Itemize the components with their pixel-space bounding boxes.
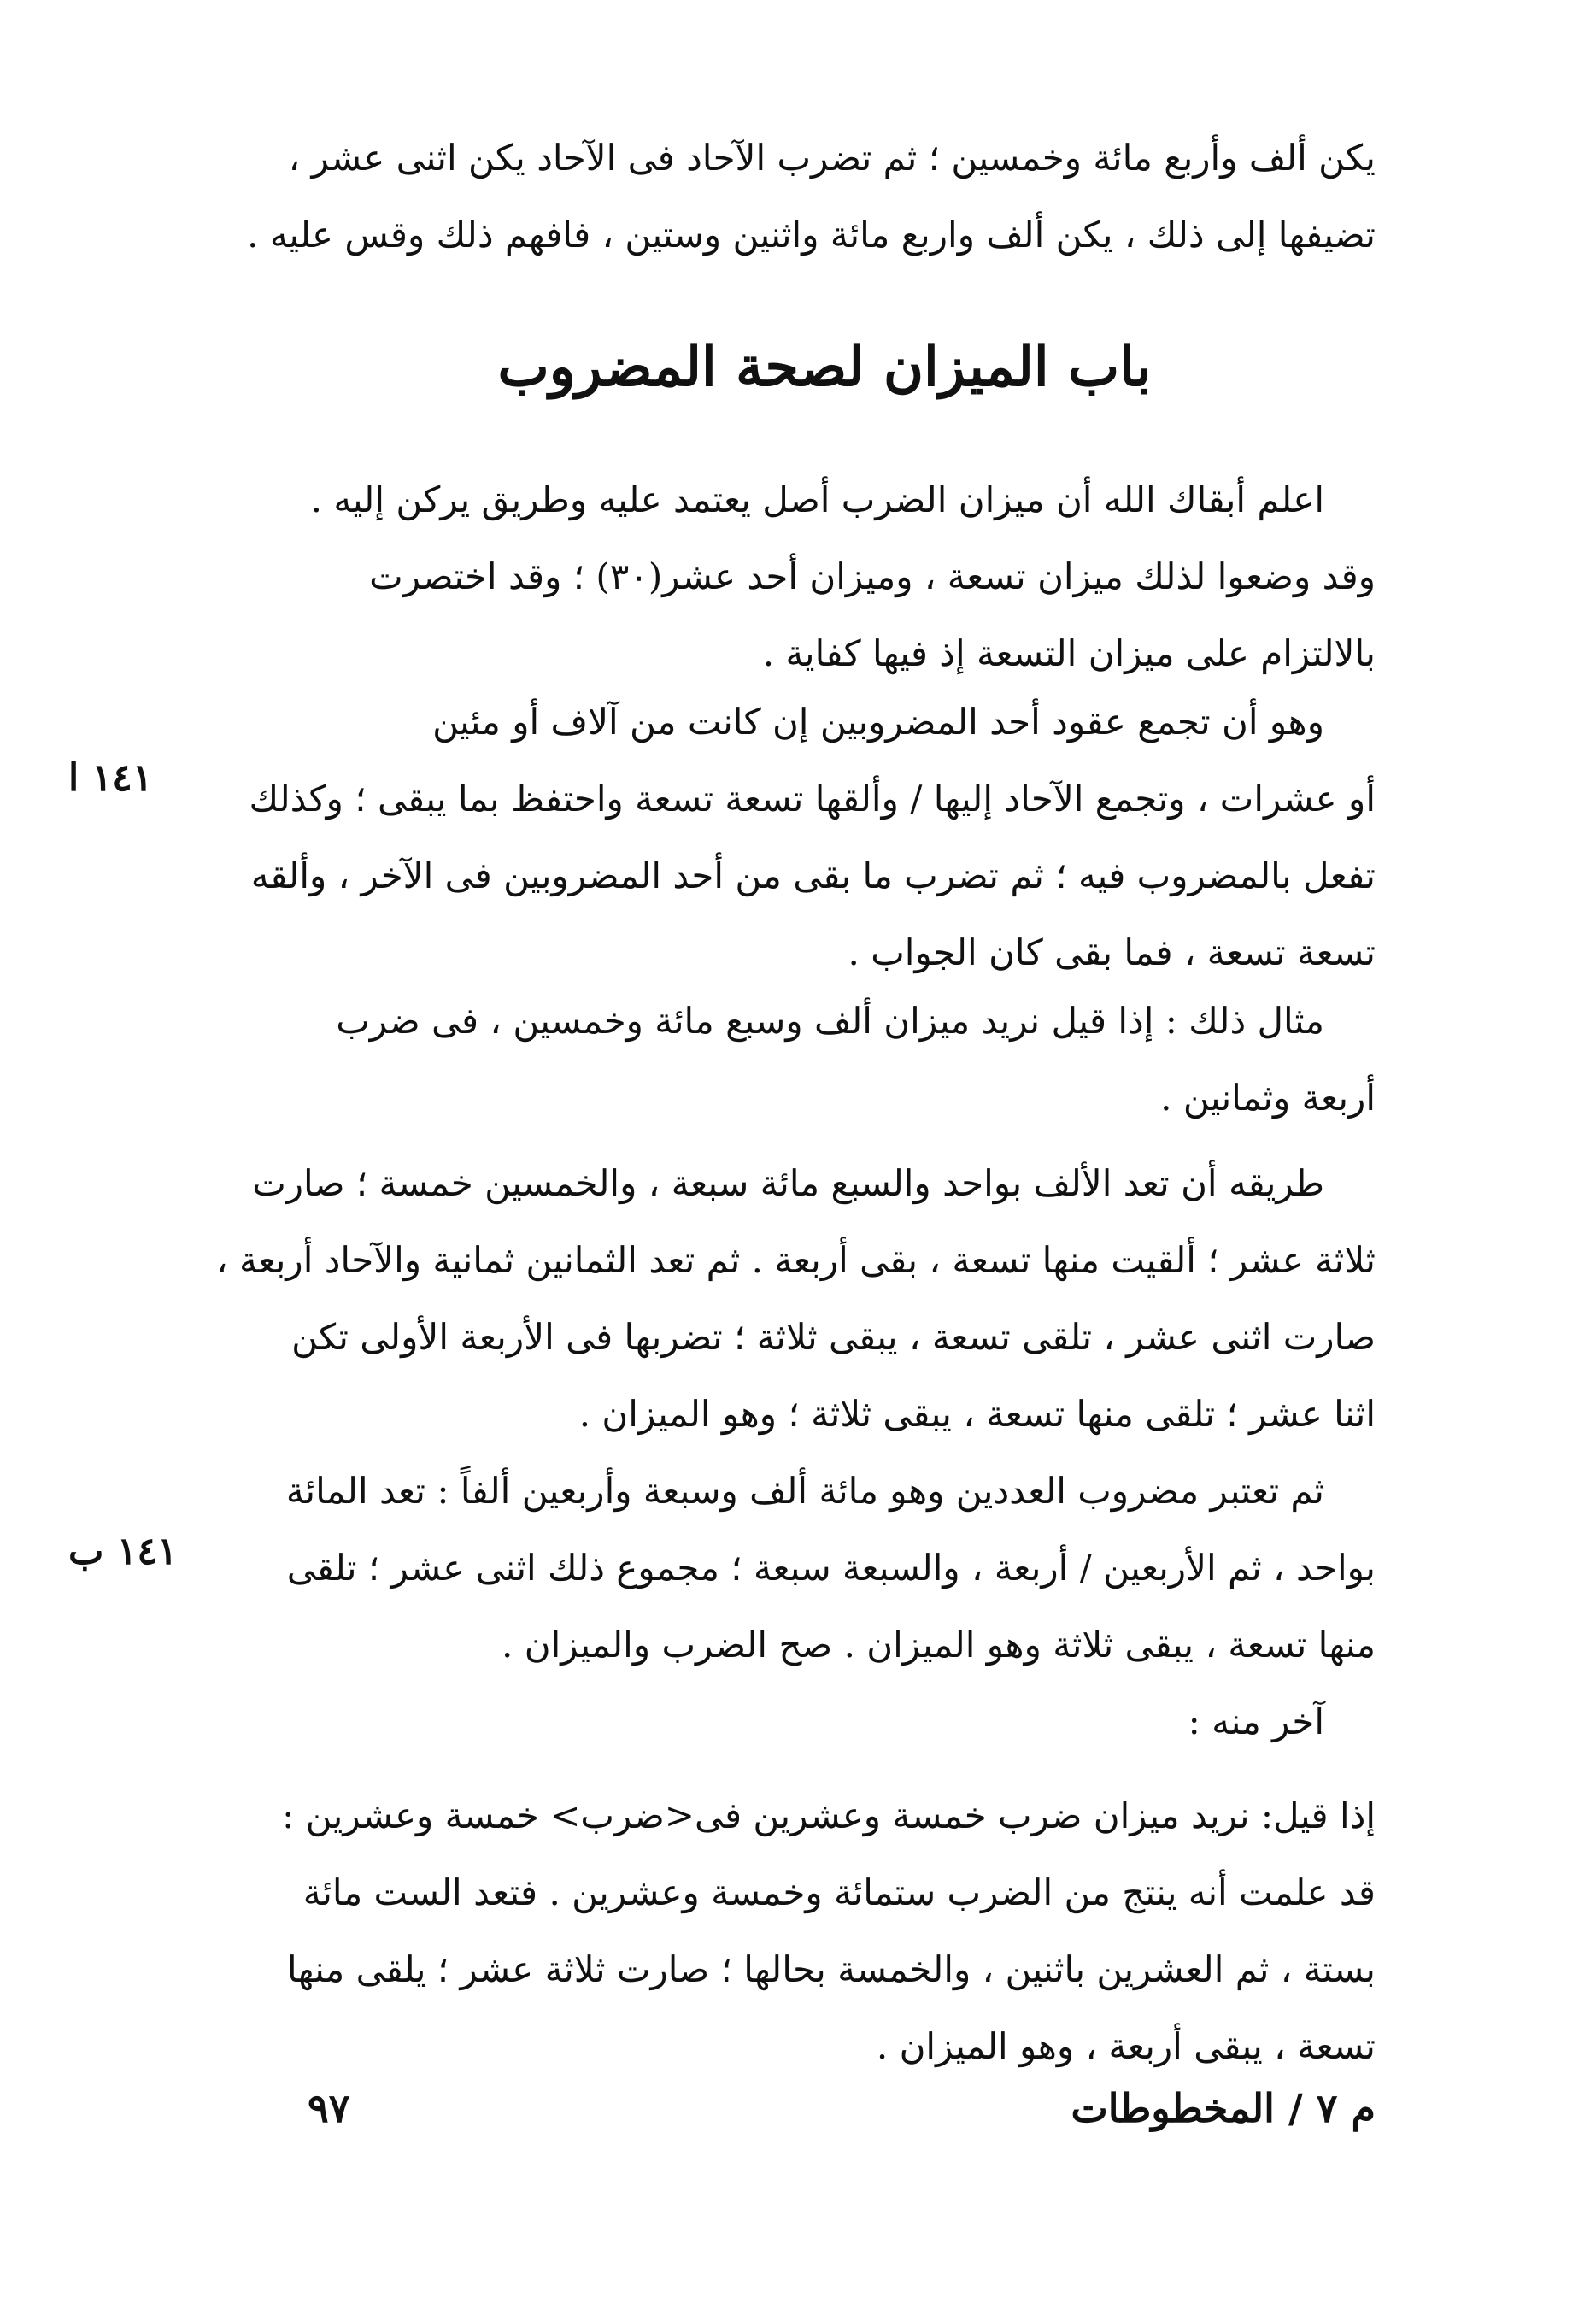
top-paragraph <box>247 120 1376 273</box>
text-line: مثال ذلك : إذا قيل نريد ميزان ألف وسبع مائة وخمسين ، فى ضرب <box>336 1000 1324 1042</box>
text-line: آخر منه : <box>1188 1701 1324 1742</box>
text-line: بواحد ، ثم الأربعين / أربعة ، والسبعة سبعة ؛ مجموع ذلك اثنى عشر ؛ تلقى <box>286 1547 1376 1589</box>
text-line: يكن ألف وأربع مائة وخمسين ؛ ثم تضرب الآحاد فى الآحاد يكن اثنى عشر ، <box>288 137 1376 179</box>
text-line: صارت اثنى عشر ، تلقى تسعة ، يبقى ثلاثة ؛ تضربها فى الأربعة الأولى تكن <box>291 1316 1376 1358</box>
text-line: بستة ، ثم العشرين باثنين ، والخمسة بحالها ؛ صارت ثلاثة عشر ؛ يلقى منها <box>286 1948 1376 1990</box>
text-line: قد علمت أنه ينتج من الضرب ستمائة وخمسة وعشرين . فتعد الست مائة <box>302 1871 1376 1913</box>
paragraph <box>273 1683 1376 1760</box>
text-line: طريقه أن تعد الألف بواحد والسبع مائة سبعة ، والخمسين خمسة ؛ صارت <box>252 1162 1324 1204</box>
text-line: ثم تعتبر مضروب العددين وهو مائة ألف وسبعة وأربعين ألفاً : تعد المائة <box>285 1470 1324 1512</box>
text-line: ثلاثة عشر ؛ ألقيت منها تسعة ، بقى أربعة . ثم تعد الثمانين ثمانية والآحاد أربعة ، <box>216 1239 1376 1281</box>
paragraph <box>273 983 1376 1137</box>
footer-signature: م ٧ / المخطوطات <box>1071 2085 1376 2131</box>
paragraph <box>249 684 1376 991</box>
paragraph <box>273 1854 1376 2085</box>
margin-folio-note: ١٤١ ب <box>68 1530 178 1573</box>
section-heading: باب الميزان لصحة المضروب <box>497 335 1152 399</box>
paragraph <box>273 461 1376 692</box>
text-line: منها تسعة ، يبقى ثلاثة وهو الميزان . صح الضرب والميزان . <box>502 1624 1376 1666</box>
text-line: تضيفها إلى ذلك ، يكن ألف واربع مائة واثنين وستين ، فافهم ذلك وقس عليه . <box>247 214 1376 256</box>
text-line: تفعل بالمضروب فيه ؛ ثم تضرب ما بقى من أحد المضروبين فى الآخر ، وألقه <box>250 855 1376 896</box>
text-line: أربعة وثمانين . <box>1160 1077 1376 1119</box>
text-line: أو عشرات ، وتجمع الآحاد إليها / وألقها تسعة تسعة واحتفظ بما يبقى ؛ وكذلك <box>249 778 1376 820</box>
text-line: وقد وضعوا لذلك ميزان تسعة ، وميزان أحد عشر(٣٠) ؛ وقد اختصرت <box>369 555 1376 597</box>
text-line: تسعة ، يبقى أربعة ، وهو الميزان . <box>876 2025 1376 2067</box>
text-line: تسعة تسعة ، فما بقى كان الجواب . <box>848 931 1376 973</box>
text-line: إذا قيل: نريد ميزان ضرب خمسة وعشرين فى<ضرب> خمسة وعشرين : <box>282 1795 1376 1836</box>
paragraph <box>273 1453 1376 1683</box>
text-line: اعلم أبقاك الله أن ميزان الضرب أصل يعتمد عليه وطريق يركن إليه . <box>310 479 1324 520</box>
paragraph <box>273 1777 1376 1854</box>
text-line: بالالتزام على ميزان التسعة إذ فيها كفاية . <box>762 632 1376 674</box>
text-line: اثنا عشر ؛ تلقى منها تسعة ، يبقى ثلاثة ؛ وهو الميزان . <box>578 1393 1376 1435</box>
page-number: ٩٧ <box>308 2085 350 2131</box>
margin-folio-note: ١٤١ ا <box>68 756 153 800</box>
paragraph <box>216 1145 1376 1453</box>
text-line: وهو أن تجمع عقود أحد المضروبين إن كانت من آلاف أو مئين <box>432 701 1324 743</box>
